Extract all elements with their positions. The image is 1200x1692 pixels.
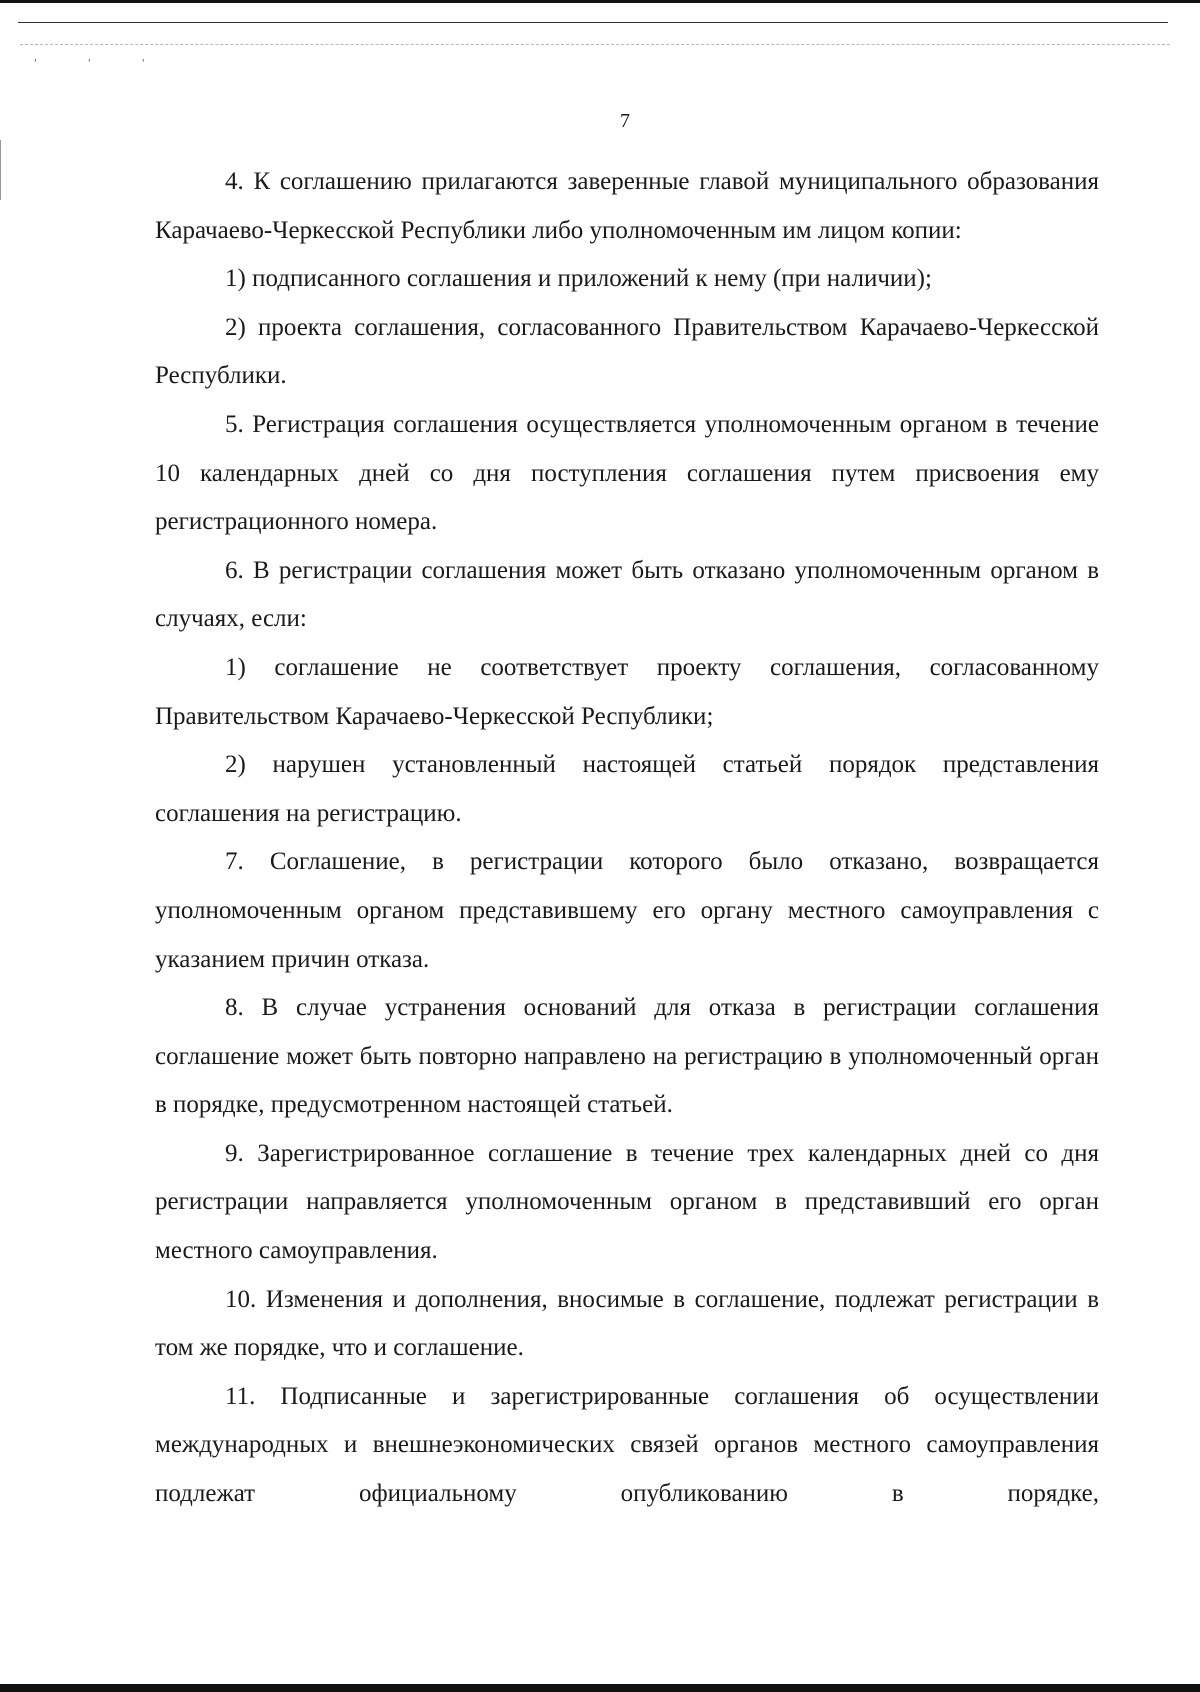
page-number: 7 (620, 110, 630, 132)
paragraph: 2) проекта соглашения, согласованного Правительством Карачаево-Черкесской Республики. (155, 313, 1099, 390)
paragraph: 11. Подписанные и зарегистрированные соглашения об осуществлении международных и внешнеэкономических связей органов местного самоуправления подлежат официальному опубликованию в порядке, (155, 1382, 1099, 1508)
scan-top-border (0, 0, 1200, 3)
scan-bottom-border (0, 1684, 1200, 1692)
paragraph: 9. Зарегистрированное соглашение в течение трех календарных дней со дня регистрации направляется уполномоченным органом в представивший его орган местного самоуправления. (155, 1139, 1099, 1265)
paragraph: 6. В регистрации соглашения может быть отказано уполномоченным органом в случаях, если: (155, 556, 1099, 633)
paragraph: 1) соглашение не соответствует проекту соглашения, согласованному Правительством Карачаево-Черкесской Республики; (155, 653, 1099, 730)
paragraph: 2) нарушен установленный настоящей статьей порядок представления соглашения на регистрацию. (155, 751, 1099, 827)
document-body (155, 158, 1099, 1519)
scan-artifact-dashes (20, 44, 1170, 45)
header-rule (18, 22, 1168, 23)
scan-left-edge (0, 140, 1, 200)
scan-artifact-dots: ' ' ' (34, 58, 169, 69)
paragraph: 5. Регистрация соглашения осуществляется уполномоченным органом в течение 10 календарных дней со дня поступления соглашения путем присвоения ему регистрационного номера. (155, 410, 1099, 536)
paragraph: 10. Изменения и дополнения, вносимые в соглашение, подлежат регистрации в том же порядке, что и соглашение. (155, 1285, 1099, 1362)
paragraph: 4. К соглашению прилагаются заверенные главой муниципального образования Карачаево-Черкесской Республики либо уполномоченным им лицом копии: (155, 168, 1099, 244)
paragraph: 8. В случае устранения оснований для отказа в регистрации соглашения соглашение может быть повторно направлено на регистрацию в уполномоченный орган в порядке, предусмотренном настоящей статьей. (155, 994, 1099, 1119)
paragraph: 7. Соглашение, в регистрации которого было отказано, возвращается уполномоченным органом представившему его органу местного самоуправления с указанием причин отказа. (155, 848, 1099, 973)
paragraph: 1) подписанного соглашения и приложений к нему (при наличии); (225, 265, 932, 293)
